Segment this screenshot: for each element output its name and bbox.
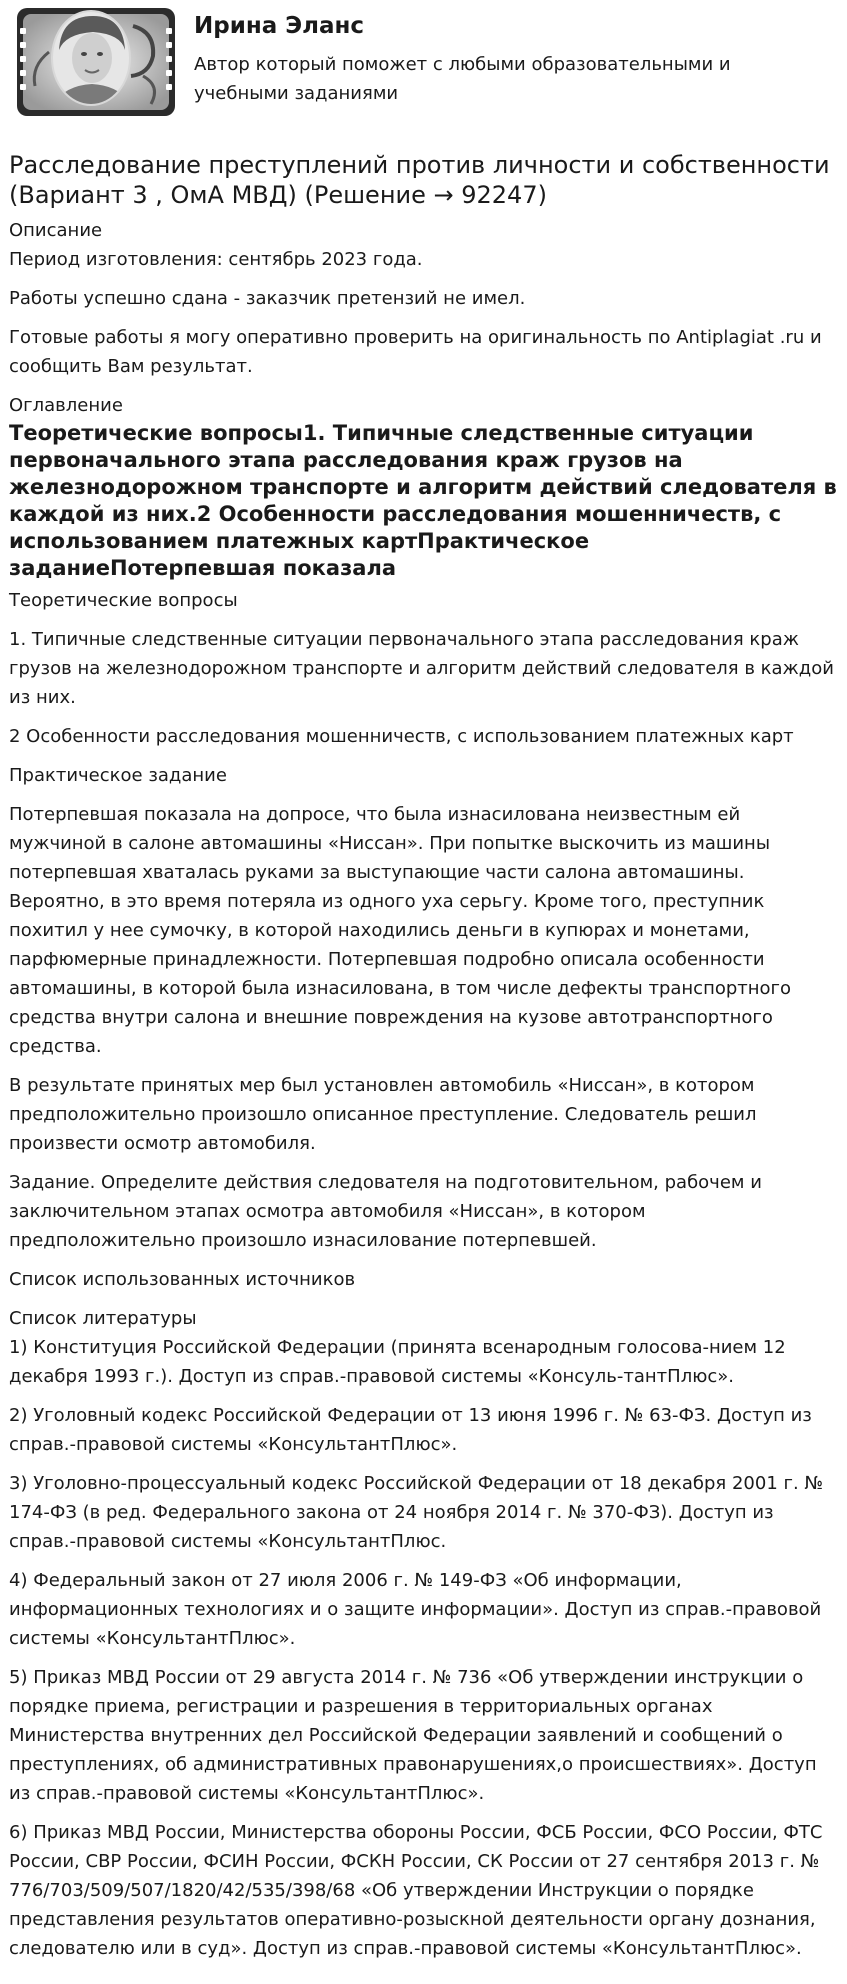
literature-item: 6) Приказ МВД России, Министерства обороны России, ФСБ России, ФСО России, ФТС России, СВР России, ФСИН России, ФСКН России, СК России от 27 сентября 2013 г. № 776/703/509/507/1820/42/535/398/68 «Об утверждении Инструкции о порядке представления результатов оперативно-розыскной деятельности органу дознания, следователю или в суд». Доступ из справ.-правовой системы «КонсультантПлюс».	[9, 1822, 823, 1959]
theory-label: Теоретические вопросы	[9, 590, 238, 611]
literature-list	[9, 1304, 837, 1963]
avatar[interactable]	[15, 6, 177, 118]
practice-paragraph: В результате принятых мер был установлен автомобиль «Ниссан», в котором предположительно произошло описанное преступление. Следователь решил произвести осмотр автомобиля.	[9, 1075, 757, 1154]
practice-paragraph: Задание. Определите действия следователя на подготовительном, рабочем и заключительном этапах осмотра автомобиля «Ниссан», в котором предположительно произошло изнасилование потерпевшей.	[9, 1172, 762, 1251]
author-name[interactable]: Ирина Эланс	[194, 13, 365, 39]
literature-item: 2) Уголовный кодекс Российской Федерации от 13 июня 1996 г. № 63-ФЗ. Доступ из справ.-правовой системы «КонсультантПлюс».	[9, 1405, 812, 1455]
theory-item: 1. Типичные следственные ситуации первоначального этапа расследования краж грузов на железнодорожном транспорте и алгоритм действий следователя в каждой из них.	[9, 629, 834, 708]
toc-label: Оглавление	[9, 395, 123, 416]
author-card	[9, 0, 837, 118]
literature-item: 4) Федеральный закон от 27 июля 2006 г. № 149-ФЗ «Об информации, информационных технологиях и о защите информации». Доступ из справ.-правовой системы «КонсультантПлюс».	[9, 1570, 822, 1649]
sources-label: Список использованных источников	[9, 1269, 356, 1290]
description-paragraph: Готовые работы я могу оперативно проверить на оригинальность по Antiplagiat .ru и сообщить Вам результат.	[9, 327, 822, 377]
literature-item: 3) Уголовно-процессуальный кодекс Российской Федерации от 18 декабря 2001 г. № 174-ФЗ (в ред. Федерального закона от 24 ноября 2014 г. № 370-ФЗ). Доступ из справ.-правовой системы «КонсультантПлюс.	[9, 1473, 824, 1552]
description-label: Описание	[9, 220, 103, 241]
practice-paragraph: Потерпевшая показала на допросе, что была изнасилована неизвестным ей мужчиной в салоне автомашины «Ниссан». При попытке выскочить из машины потерпевшая хваталась руками за выступающие части салона автомашины. Вероятно, в это время потеряла из одного уха серьгу. Кроме того, преступник похитил у нее сумочку, в которой находились деньги в купюрах и монетами, парфюмерные принадлежности. Потерпевшая подробно описала особенности автомашины, в которой была изнасилована, в том числе дефекты транспортного средства внутри салона и внешние повреждения на кузове автотранспортного средства.	[9, 804, 792, 1057]
description-paragraph: Период изготовления: сентябрь 2023 года.	[9, 249, 423, 270]
theory-item: 2 Особенности расследования мошенничеств, с использованием платежных карт	[9, 726, 794, 747]
work-title: Расследование преступлений против личности и собственности (Вариант 3 , ОмА МВД) (Решение → 92247)	[9, 151, 830, 209]
avatar-photo-icon	[15, 6, 177, 118]
author-description: Автор который поможет с любыми образовательными и учебными заданиями	[194, 54, 731, 104]
description-paragraph: Работы успешно сдана - заказчик претензий не имел.	[9, 288, 526, 309]
toc-text: Теоретические вопросы1. Типичные следственные ситуации первоначального этапа расследования краж грузов на железнодорожном транспорте и алгоритм действий следователя в каждой из них.2 Особенности расследования мошенничеств, с использованием платежных картПрактическое заданиеПотерпевшая показала	[9, 421, 837, 580]
practice-label: Практическое задание	[9, 765, 227, 786]
literature-item: 5) Приказ МВД России от 29 августа 2014 г. № 736 «Об утверждении инструкции о порядке приема, регистрации и разрешения в территориальных органах Министерства внутренних дел Российской Федерации заявлений и сообщений о преступлениях, об административных правонарушениях,о происшествиях». Доступ из справ.-правовой системы «КонсультантПлюс».	[9, 1667, 817, 1804]
literature-label: Список литературы	[9, 1308, 197, 1329]
literature-item: 1) Конституция Российской Федерации (принята всенародным голосова-нием 12 декабря 1993 г.). Доступ из справ.-правовой системы «Консуль-тантПлюс».	[9, 1337, 786, 1387]
